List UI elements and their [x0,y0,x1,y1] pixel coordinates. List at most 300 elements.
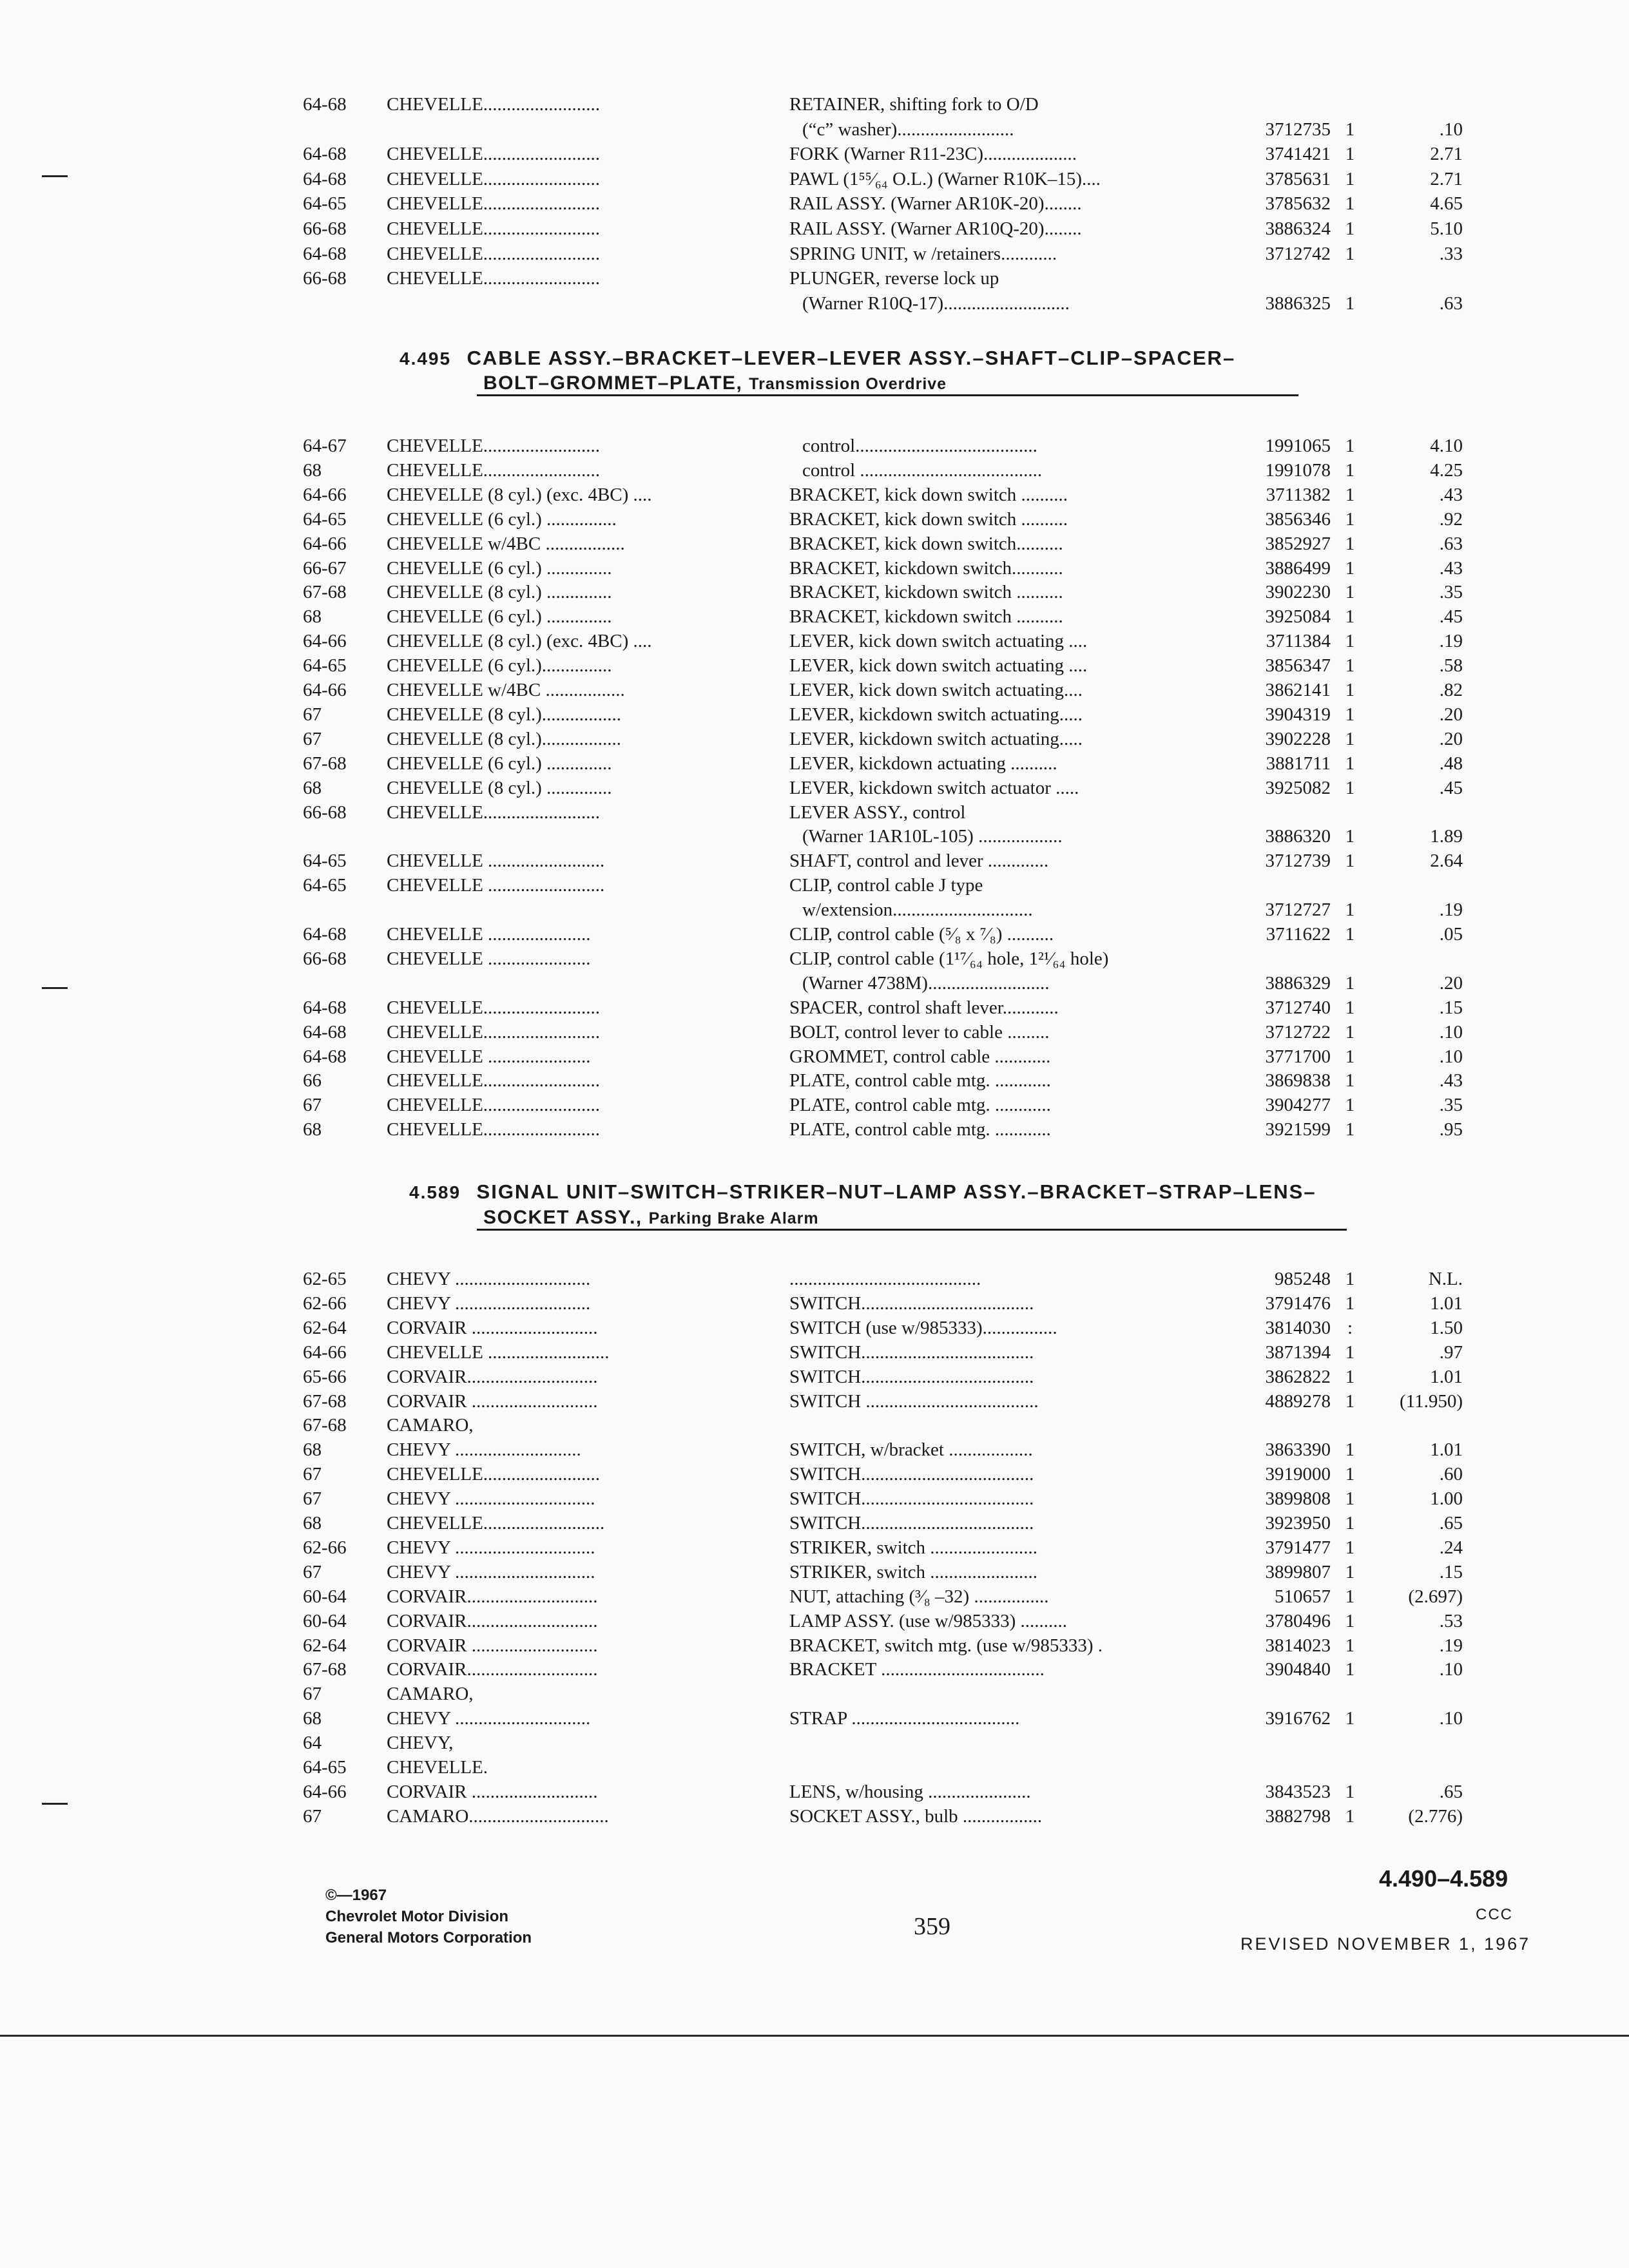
price-cell: .97 [1439,1341,1463,1363]
description-cell: SWITCH..................................... [789,1293,1034,1314]
table-row [303,482,1572,508]
year-cell: 67-68 [303,1390,347,1412]
quantity-cell: 1 [1345,704,1355,725]
part-number-cell: 3785632 [1265,193,1331,215]
year-cell: 64-66 [303,484,347,505]
table-row [303,653,1572,678]
table-row [303,1092,1572,1118]
year-cell: 64-67 [303,436,347,456]
description-cell: BRACKET, kick down switch .......... [789,508,1068,530]
part-number-cell: 3852927 [1265,533,1331,554]
year-cell: 66 [303,1070,322,1091]
table-row [303,995,1572,1021]
model-cell: CHEVY ............................. [387,1269,591,1289]
price-cell: .10 [1439,1659,1463,1680]
year-cell: 64-65 [303,875,347,896]
year-cell: 60-64 [303,1586,347,1607]
division: Chevrolet Motor Division [325,1908,509,1925]
price-cell: .43 [1439,484,1463,505]
year-cell: 68 [303,777,322,798]
quantity-cell: 1 [1345,1046,1355,1067]
model-cell: CHEVELLE......................... [387,1070,601,1091]
model-cell: CHEVELLE ...................... [387,924,591,945]
part-number-cell: 3711384 [1266,631,1331,652]
description-cell: STRIKER, switch ....................... [789,1561,1038,1582]
section-4-495-subheading [483,372,947,394]
year-cell: 67-68 [303,1415,347,1436]
part-number-cell: 3843523 [1265,1781,1331,1802]
quantity-cell: 1 [1345,631,1355,652]
part-number-cell: 3862822 [1265,1366,1331,1387]
year-cell: 62-64 [303,1635,347,1656]
year-cell: 67-68 [303,753,347,774]
part-number-cell: 3712740 [1265,997,1331,1018]
price-cell: 1.01 [1430,1366,1463,1387]
table-row [303,1461,1572,1487]
price-cell: .58 [1439,655,1463,677]
year-cell: 64-68 [303,1046,347,1067]
table-row [303,1535,1572,1561]
table-row [303,726,1572,752]
year-cell: 68 [303,1513,322,1533]
price-cell: .53 [1439,1610,1463,1631]
table-row [303,1266,1572,1292]
quantity-cell: 1 [1345,1635,1355,1656]
description-cell: LEVER, kickdown switch actuator ..... [789,777,1079,798]
description-cell: SHAFT, control and lever ............. [789,850,1049,872]
part-number-cell: 3863390 [1265,1439,1331,1461]
quantity-cell: 1 [1345,1269,1355,1289]
part-number-cell: 985248 [1275,1269,1331,1289]
table-row [303,1657,1572,1682]
table-row [303,166,1572,192]
page-bottom-rule [0,2035,1629,2037]
quantity-cell: 1 [1345,243,1355,264]
part-number-cell: 3886324 [1265,218,1331,239]
model-cell: CHEVELLE......................... [387,243,601,264]
model-cell: CAMARO, [387,1415,474,1436]
table-row [303,921,1572,947]
description-cell: SPACER, control shaft lever............ [789,997,1059,1018]
price-cell: .45 [1439,777,1463,798]
model-cell: CORVAIR ........................... [387,1390,598,1412]
price-cell: .48 [1439,753,1463,774]
quantity-cell: 1 [1345,1390,1355,1412]
model-cell: CHEVELLE......................... [387,1021,601,1043]
year-cell: 67 [303,1805,322,1827]
year-cell: 64-65 [303,655,347,677]
table-row [303,946,1572,972]
model-cell: CHEVELLE ...................... [387,948,591,969]
model-cell: CHEVELLE ......................... [387,875,605,896]
margin-mark [42,987,68,989]
year-cell: 62-64 [303,1317,347,1338]
quantity-cell: 1 [1345,1341,1355,1363]
part-number-cell: 3904277 [1265,1095,1331,1116]
price-cell: .65 [1439,1513,1463,1533]
price-cell: .82 [1439,680,1463,700]
quantity-cell: 1 [1345,850,1355,872]
price-cell: .63 [1439,533,1463,554]
quantity-cell: 1 [1345,1537,1355,1558]
model-cell: CORVAIR ........................... [387,1635,598,1656]
part-number-cell: 3791477 [1265,1537,1331,1558]
price-cell: 1.01 [1430,1439,1463,1461]
quantity-cell: 1 [1345,728,1355,749]
part-number-cell: 3925082 [1265,777,1331,798]
table-row [303,1633,1572,1658]
table-row [303,1068,1572,1093]
model-cell: CORVAIR............................ [387,1610,598,1631]
part-number-cell: 3871394 [1265,1341,1331,1363]
part-number-cell: 3902228 [1265,728,1331,749]
part-number-cell: 3869838 [1265,1070,1331,1091]
quantity-cell: 1 [1345,680,1355,700]
section-4-589-subheading [483,1207,819,1229]
table-row [303,1364,1572,1390]
year-cell: 64-65 [303,1757,347,1778]
quantity-cell: 1 [1345,606,1355,628]
model-cell: CHEVELLE......................... [387,94,601,115]
model-cell: CHEVELLE......................... [387,218,601,239]
quantity-cell: 1 [1345,1610,1355,1631]
model-cell: CHEVELLE......................... [387,459,601,481]
year-cell: 66-68 [303,268,347,289]
model-cell: CHEVY ............................. [387,1708,591,1729]
model-cell: CHEVY .............................. [387,1561,595,1582]
table-row [303,1486,1572,1512]
description-cell: PLUNGER, reverse lock up [789,268,999,289]
price-cell: .35 [1439,1095,1463,1116]
table-row [303,1559,1572,1585]
table-row [303,1730,1572,1756]
part-number-cell: 3882798 [1265,1805,1331,1827]
description-cell: LEVER ASSY., control [789,802,966,823]
year-cell: 67 [303,1684,322,1705]
table-row [303,433,1572,459]
description-cell: PLATE, control cable mtg. ............ [789,1119,1051,1140]
model-cell: CORVAIR ........................... [387,1781,598,1802]
description-cell: CLIP, control cable J type [789,875,983,896]
description-cell: SWITCH..................................... [789,1513,1034,1533]
model-cell: CHEVELLE......................... [387,144,601,165]
part-number-cell: 3741421 [1265,144,1331,165]
year-cell: 64-68 [303,997,347,1018]
table-row [303,1117,1572,1142]
year-cell: 67 [303,704,322,725]
price-cell: (11.950) [1400,1390,1463,1412]
part-number-cell: 1991078 [1265,459,1331,481]
section-number: 4.495 [400,349,452,369]
price-cell: .43 [1439,557,1463,579]
table-row [303,1019,1572,1045]
year-cell: 64-68 [303,94,347,115]
part-number-cell: 3780496 [1265,1610,1331,1631]
year-cell: 62-65 [303,1269,347,1289]
model-cell: CORVAIR............................ [387,1366,598,1387]
table-row [303,702,1572,727]
price-cell: .15 [1439,1561,1463,1582]
part-number-cell: 3791476 [1265,1293,1331,1314]
section-rule [477,1229,1347,1231]
model-cell: CHEVELLE (8 cyl.) (exc. 4BC) .... [387,484,652,505]
year-cell: 66-68 [303,948,347,969]
description-cell: control ....................................... [802,459,1043,481]
table-row [303,1437,1572,1463]
table-row [303,1291,1572,1316]
quantity-cell: 1 [1345,533,1355,554]
model-cell: CHEVY .............................. [387,1488,595,1510]
price-cell: .19 [1439,1635,1463,1656]
description-cell: NUT, attaching (³⁄₈ –32) ................ [789,1586,1049,1607]
price-cell: (2.697) [1408,1586,1463,1607]
part-number-cell: 3899808 [1265,1488,1331,1510]
model-cell: CHEVY ............................. [387,1293,591,1314]
part-number-cell: 3712742 [1265,243,1331,264]
footer-imprint [325,1885,532,1948]
quantity-cell: 1 [1345,1095,1355,1116]
year-cell: 64-68 [303,243,347,264]
model-cell: CHEVELLE......................... [387,1095,601,1116]
table-row [303,1681,1572,1707]
quantity-cell: 1 [1345,997,1355,1018]
model-cell: CHEVELLE......................... [387,168,601,189]
year-cell: 67 [303,728,322,749]
year-cell: 64 [303,1733,322,1754]
model-cell: CHEVELLE......................... [387,1119,601,1140]
description-cell: (Warner 4738M).......................... [802,972,1050,994]
part-number-cell: 3919000 [1265,1464,1331,1485]
model-cell: CHEVELLE (6 cyl.) .............. [387,557,612,579]
part-number-cell: 4889278 [1265,1390,1331,1412]
description-cell: SPRING UNIT, w /retainers............ [789,243,1057,264]
price-cell: .20 [1439,728,1463,749]
part-number-cell: 3856346 [1265,508,1331,530]
model-cell: CHEVELLE (8 cyl.)................. [387,728,622,749]
description-cell: LEVER, kick down switch actuating .... [789,655,1088,677]
revision-date: REVISED NOVEMBER 1, 1967 [1240,1934,1531,1954]
part-number-cell: 3881711 [1266,753,1331,774]
model-cell: CHEVY ........................... [387,1439,581,1461]
year-cell: 67 [303,1095,322,1116]
description-cell: SWITCH ..................................... [789,1390,1039,1412]
price-cell: (2.776) [1408,1805,1463,1827]
part-number-cell: 1991065 [1265,436,1331,456]
part-number-cell: 3925084 [1265,606,1331,628]
table-row [303,1389,1572,1414]
table-row [303,141,1572,167]
price-cell: 1.50 [1430,1317,1463,1338]
price-cell: 5.10 [1430,218,1463,239]
quantity-cell: 1 [1345,218,1355,239]
quantity-cell: 1 [1345,436,1355,456]
part-number-cell: 3904840 [1265,1659,1331,1680]
quantity-cell: 1 [1345,508,1355,530]
model-cell: CAMARO, [387,1684,474,1705]
year-cell: 64-66 [303,1781,347,1802]
quantity-cell: 1 [1345,655,1355,677]
table-row [303,241,1572,267]
model-cell: CHEVELLE (8 cyl.) (exc. 4BC) .... [387,631,652,652]
year-cell: 64-66 [303,680,347,700]
description-cell: LEVER, kickdown actuating .......... [789,753,1057,774]
year-cell: 67 [303,1488,322,1510]
price-cell: .10 [1439,1046,1463,1067]
quantity-cell: 1 [1345,753,1355,774]
model-cell: CHEVELLE......................... [387,1464,601,1485]
price-cell: .19 [1439,899,1463,921]
description-cell: BRACKET, kick down switch.......... [789,533,1063,554]
model-cell: CHEVELLE .......................... [387,1341,610,1363]
quantity-cell: 1 [1345,1659,1355,1680]
table-row [303,191,1572,216]
description-cell: FORK (Warner R11-23C).................... [789,144,1077,165]
description-cell: STRAP .................................... [789,1708,1020,1729]
quantity-cell: 1 [1345,1293,1355,1314]
table-row [303,555,1572,581]
corporation: General Motors Corporation [325,1929,532,1946]
price-cell: N.L. [1428,1269,1463,1289]
part-number-cell: 3904319 [1265,704,1331,725]
year-cell: 66-67 [303,557,347,579]
part-number-cell: 510657 [1275,1586,1331,1607]
quantity-cell: 1 [1345,484,1355,505]
table-row [303,457,1572,483]
description-cell: RAIL ASSY. (Warner AR10K-20)........ [789,193,1082,215]
section-title-line1: SIGNAL UNIT–SWITCH–STRIKER–NUT–LAMP ASSY.–BRACKET–STRAP–LENS– [476,1180,1316,1203]
table-row [303,1706,1572,1731]
section-4-589-heading [409,1180,1376,1204]
description-cell: LENS, w/housing ...................... [789,1781,1031,1802]
description-cell: SOCKET ASSY., bulb ................. [789,1805,1043,1827]
price-cell: 2.71 [1430,144,1463,165]
price-cell: 4.65 [1430,193,1463,215]
table-row [303,1584,1572,1610]
description-cell: SWITCH..................................... [789,1366,1034,1387]
price-cell: 4.10 [1430,436,1463,456]
quantity-cell: 1 [1345,582,1355,603]
part-number-cell: 3856347 [1265,655,1331,677]
table-row [303,1754,1572,1780]
price-cell: .10 [1439,1021,1463,1043]
model-cell: CHEVELLE w/4BC ................. [387,533,625,554]
quantity-cell: 1 [1345,1805,1355,1827]
year-cell: 64-68 [303,1021,347,1043]
part-number-cell: 3785631 [1265,168,1331,189]
part-number-cell: 3921599 [1265,1119,1331,1140]
price-cell: 4.25 [1430,459,1463,481]
year-cell: 64-68 [303,168,347,189]
quantity-cell: 1 [1345,1366,1355,1387]
part-number-cell: 3712739 [1265,850,1331,872]
description-cell: BRACKET, kickdown switch........... [789,557,1063,579]
quantity-cell: 1 [1345,777,1355,798]
description-cell: BRACKET, kickdown switch .......... [789,582,1063,603]
description-cell: w/extension.............................. [802,899,1033,921]
year-cell: 64-65 [303,193,347,215]
price-cell: .10 [1439,1708,1463,1729]
description-cell: (Warner 1AR10L-105) .................. [802,826,1063,847]
part-number-cell: 3899807 [1265,1561,1331,1582]
description-cell: control....................................... [802,436,1037,456]
year-cell: 60-64 [303,1610,347,1631]
price-cell: .15 [1439,997,1463,1018]
year-cell: 66-68 [303,802,347,823]
model-cell: CHEVELLE (6 cyl.) .............. [387,606,612,628]
table-row [303,531,1572,557]
description-cell: LEVER, kick down switch actuating .... [789,631,1088,652]
quantity-cell: 1 [1345,1488,1355,1510]
quantity-cell: 1 [1345,1781,1355,1802]
table-row [303,1315,1572,1341]
table-row [303,604,1572,629]
quantity-cell: 1 [1345,1513,1355,1533]
margin-mark [42,175,68,177]
year-cell: 64-65 [303,508,347,530]
quantity-cell: 1 [1345,144,1355,165]
year-cell: 64-68 [303,924,347,945]
year-cell: 66-68 [303,218,347,239]
description-cell: PAWL (1⁵⁵⁄₆₄ O.L.) (Warner R10K–15).... [789,168,1101,189]
part-number-cell: 3886320 [1265,826,1331,847]
description-cell: CLIP, control cable (1¹⁷⁄₆₄ hole, 1²¹⁄₆₄ hole) [789,948,1109,969]
table-row [303,800,1572,825]
price-cell: .43 [1439,1070,1463,1091]
price-cell: 1.01 [1430,1293,1463,1314]
part-number-cell: 3712735 [1265,119,1331,140]
model-cell: CHEVY, [387,1733,454,1754]
description-cell: LEVER, kickdown switch actuating..... [789,704,1083,725]
part-number-cell: 3902230 [1265,582,1331,603]
part-number-cell: 3814030 [1265,1317,1331,1338]
description-cell: BRACKET, kick down switch .......... [789,484,1068,505]
model-cell: CHEVELLE (6 cyl.) ............... [387,508,617,530]
table-row [303,1412,1572,1438]
description-cell: SWITCH..................................... [789,1488,1034,1510]
description-cell: SWITCH..................................... [789,1464,1034,1485]
year-cell: 67 [303,1464,322,1485]
table-row [303,1779,1572,1805]
description-cell: BRACKET, switch mtg. (use w/985333) . [789,1635,1103,1656]
table-row [303,628,1572,654]
quantity-cell: 1 [1345,1708,1355,1729]
price-cell: .05 [1439,924,1463,945]
part-number-cell: 3916762 [1265,1708,1331,1729]
price-cell: .10 [1439,119,1463,140]
quantity-cell: 1 [1345,1439,1355,1461]
price-cell: .60 [1439,1464,1463,1485]
year-cell: 68 [303,1119,322,1140]
table-row [303,291,1572,316]
model-cell: CORVAIR............................ [387,1659,598,1680]
model-cell: CHEVELLE (8 cyl.) .............. [387,582,612,603]
quantity-cell: 1 [1345,1021,1355,1043]
quantity-cell: 1 [1345,972,1355,994]
description-cell: LEVER, kick down switch actuating.... [789,680,1083,700]
price-cell: 1.00 [1430,1488,1463,1510]
section-type: Transmission Overdrive [749,375,947,393]
year-cell: 64-65 [303,850,347,872]
quantity-cell: 1 [1345,1464,1355,1485]
table-row [303,506,1572,532]
section-title-line1: CABLE ASSY.–BRACKET–LEVER–LEVER ASSY.–SHAFT–CLIP–SPACER– [467,347,1236,369]
table-row [303,897,1572,923]
model-cell: CHEVELLE ...................... [387,1046,591,1067]
description-cell: RETAINER, shifting fork to O/D [789,94,1039,115]
model-cell: CHEVELLE (8 cyl.)................. [387,704,622,725]
table-row [303,677,1572,703]
quantity-cell: 1 [1345,899,1355,921]
